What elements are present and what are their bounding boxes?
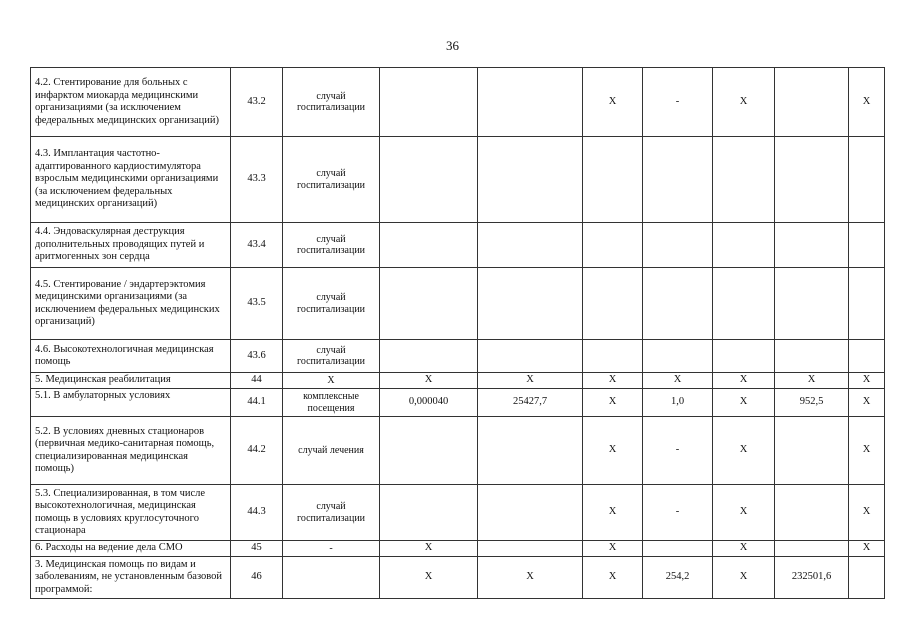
table-row	[31, 389, 885, 417]
table-cell	[380, 68, 478, 137]
table-cell	[775, 541, 849, 557]
table-row	[31, 268, 885, 340]
table-cell: 254,2	[643, 557, 713, 599]
table-cell	[775, 268, 849, 340]
table-cell	[849, 223, 885, 268]
table-cell	[478, 340, 583, 373]
row-code: 43.5	[231, 268, 283, 340]
table-cell	[849, 340, 885, 373]
row-code: 44.1	[231, 389, 283, 417]
row-code: 43.2	[231, 68, 283, 137]
table-cell	[849, 137, 885, 223]
row-name: 3. Медицинская помощь по видам и заболеваниям, не установленным базовой программой:	[31, 557, 231, 599]
table-cell	[380, 137, 478, 223]
table-row	[31, 373, 885, 389]
row-code: 44.3	[231, 485, 283, 541]
table-cell: X	[713, 389, 775, 417]
table-cell: X	[713, 557, 775, 599]
table-cell: X	[849, 389, 885, 417]
table-cell: X	[380, 541, 478, 557]
page-number: 36	[446, 38, 459, 53]
table-row	[31, 417, 885, 485]
table-cell: X	[583, 557, 643, 599]
row-name: 4.6. Высокотехнологичная медицинская помощь	[31, 340, 231, 373]
table-cell	[478, 268, 583, 340]
table-cell	[643, 340, 713, 373]
table-cell	[380, 340, 478, 373]
table-cell	[775, 137, 849, 223]
table-cell: -	[643, 485, 713, 541]
table-cell	[380, 223, 478, 268]
row-name: 4.2. Стентирование для больных с инфарктом миокарда медицинскими организациями (за исключением федеральных медицинских организаций)	[31, 68, 231, 137]
row-name: 5.3. Специализированная, в том числе высокотехнологичная, медицинская помощь в условиях круглосуточного стационара	[31, 485, 231, 541]
table-row	[31, 485, 885, 541]
table-cell	[775, 417, 849, 485]
table-row	[31, 557, 885, 599]
row-unit: -	[283, 541, 380, 557]
table-cell: X	[849, 485, 885, 541]
row-code: 44	[231, 373, 283, 389]
row-name: 5. Медицинская реабилитация	[31, 373, 231, 389]
table-cell: X	[849, 68, 885, 137]
row-unit: случай госпитализации	[283, 68, 380, 137]
table-cell: X	[849, 417, 885, 485]
table-cell: 25427,7	[478, 389, 583, 417]
row-unit	[283, 557, 380, 599]
table-cell: X	[849, 541, 885, 557]
table-row	[31, 68, 885, 137]
table-cell	[849, 557, 885, 599]
table-cell: X	[713, 417, 775, 485]
table-cell: X	[713, 68, 775, 137]
table-cell	[583, 340, 643, 373]
table-cell	[380, 268, 478, 340]
row-unit: X	[283, 373, 380, 389]
table-cell: X	[583, 373, 643, 389]
table-cell	[713, 223, 775, 268]
table-row	[31, 541, 885, 557]
table-cell	[380, 417, 478, 485]
table-cell: 232501,6	[775, 557, 849, 599]
table-cell	[775, 223, 849, 268]
row-name: 5.1. В амбулаторных условиях	[31, 389, 231, 417]
table-cell: X	[478, 373, 583, 389]
table-cell	[775, 485, 849, 541]
row-name: 4.4. Эндоваскулярная деструкция дополнительных проводящих путей и аритмогенных зон сердца	[31, 223, 231, 268]
table-cell: X	[478, 557, 583, 599]
table-cell: X	[643, 373, 713, 389]
table-cell	[713, 268, 775, 340]
table-cell	[478, 223, 583, 268]
row-unit: случай госпитализации	[283, 268, 380, 340]
table-cell	[478, 485, 583, 541]
table-cell: X	[583, 389, 643, 417]
row-code: 43.4	[231, 223, 283, 268]
row-name: 6. Расходы на ведение дела СМО	[31, 541, 231, 557]
table-cell: X	[713, 485, 775, 541]
table-cell: X	[583, 417, 643, 485]
table-cell	[775, 340, 849, 373]
table-cell	[478, 417, 583, 485]
row-code: 43.6	[231, 340, 283, 373]
table-cell: 0,000040	[380, 389, 478, 417]
table-cell: X	[849, 373, 885, 389]
table-cell: 1,0	[643, 389, 713, 417]
row-unit: случай госпитализации	[283, 485, 380, 541]
table-cell	[583, 137, 643, 223]
table-row	[31, 137, 885, 223]
table-cell: X	[583, 485, 643, 541]
table-cell	[643, 137, 713, 223]
row-code: 45	[231, 541, 283, 557]
table-cell	[643, 541, 713, 557]
table-cell	[583, 223, 643, 268]
table-cell: -	[643, 68, 713, 137]
table-cell	[478, 137, 583, 223]
table-cell: -	[643, 417, 713, 485]
data-table	[30, 67, 885, 599]
row-code: 43.3	[231, 137, 283, 223]
table-cell	[713, 137, 775, 223]
row-name: 5.2. В условиях дневных стационаров (первичная медико-санитарная помощь, специализированная медицинская помощь)	[31, 417, 231, 485]
table-cell	[380, 485, 478, 541]
row-code: 44.2	[231, 417, 283, 485]
table-cell: X	[583, 68, 643, 137]
table-cell	[583, 268, 643, 340]
row-unit: случай госпитализации	[283, 137, 380, 223]
row-code: 46	[231, 557, 283, 599]
row-unit: случай лечения	[283, 417, 380, 485]
table-cell	[478, 68, 583, 137]
table-cell: X	[380, 373, 478, 389]
table-cell	[849, 268, 885, 340]
table-cell: X	[380, 557, 478, 599]
row-unit: случай госпитализации	[283, 340, 380, 373]
table-cell: X	[713, 541, 775, 557]
table-cell: X	[775, 373, 849, 389]
table-cell	[713, 340, 775, 373]
table-cell	[643, 223, 713, 268]
table-cell: 952,5	[775, 389, 849, 417]
row-name: 4.5. Стентирование / эндартерэктомия медицинскими организациями (за исключением федеральных медицинских организаций)	[31, 268, 231, 340]
table-cell: X	[713, 373, 775, 389]
table-cell	[775, 68, 849, 137]
row-name: 4.3. Имплантация частотно-адаптированного кардиостимулятора взрослым медицинскими организациями (за исключением федеральных медицинских организаций)	[31, 137, 231, 223]
row-unit: случай госпитализации	[283, 223, 380, 268]
table-cell: X	[583, 541, 643, 557]
table-cell	[643, 268, 713, 340]
row-unit: комплексные посещения	[283, 389, 380, 417]
table-cell	[478, 541, 583, 557]
table-row	[31, 340, 885, 373]
table-row	[31, 223, 885, 268]
